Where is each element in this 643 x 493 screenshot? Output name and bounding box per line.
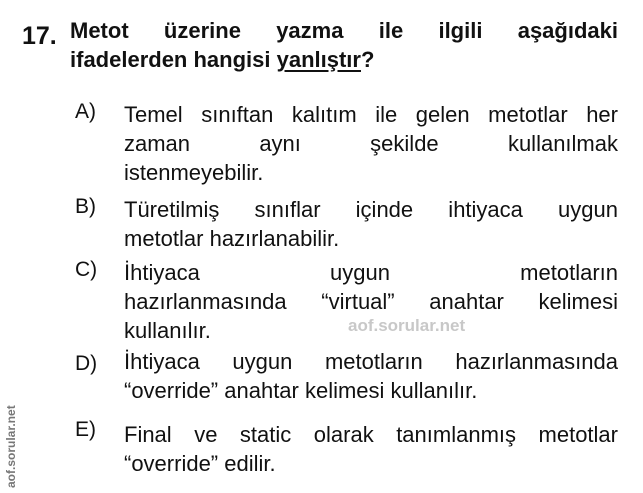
- question-emphasis-word: yanlıştır: [276, 47, 361, 72]
- option-c-letter[interactable]: C): [75, 258, 98, 281]
- option-b-letter[interactable]: B): [75, 195, 96, 218]
- option-c-line-3: kullanılır.: [124, 318, 211, 343]
- option-a-line-1: Temel sınıftan kalıtım ile gelen metotlar her: [124, 102, 618, 127]
- option-d-text[interactable]: [124, 347, 618, 405]
- option-d-letter[interactable]: D): [75, 352, 98, 375]
- watermark-side: aof.sorular.net: [4, 405, 18, 488]
- option-e-letter[interactable]: E): [75, 418, 96, 441]
- option-a-line-3: istenmeyebilir.: [124, 160, 264, 185]
- option-b-line-2: metotlar hazırlanabilir.: [124, 226, 340, 251]
- option-c-line-1: İhtiyaca uygun metotların: [124, 260, 618, 285]
- option-a-line-2: zaman aynı şekilde kullanılmak: [124, 131, 618, 156]
- question-stem: [70, 16, 618, 74]
- question-mark: ?: [360, 47, 375, 72]
- option-a-text[interactable]: [124, 100, 618, 187]
- option-c-line-2: hazırlanmasında “virtual” anahtar kelimesi: [124, 289, 618, 314]
- option-a-letter[interactable]: A): [75, 100, 96, 123]
- option-e-text[interactable]: [124, 420, 618, 478]
- question-number: 17.: [22, 22, 57, 50]
- option-b-line-1: Türetilmiş sınıflar içinde ihtiyaca uygun: [124, 197, 618, 222]
- question-line-2-start: ifadelerden hangisi: [70, 47, 277, 72]
- option-e-line-1: Final ve static olarak tanımlanmış metotlar: [124, 422, 618, 447]
- option-e-line-2: “override” edilir.: [124, 451, 276, 476]
- option-d-line-1: İhtiyaca uygun metotların hazırlanmasında: [124, 349, 618, 374]
- watermark-center: aof.sorular.net: [348, 316, 466, 335]
- option-b-text[interactable]: [124, 195, 618, 253]
- question-line-1: Metot üzerine yazma ile ilgili aşağıdaki: [70, 18, 618, 43]
- option-d-line-2: “override” anahtar kelimesi kullanılır.: [124, 378, 478, 403]
